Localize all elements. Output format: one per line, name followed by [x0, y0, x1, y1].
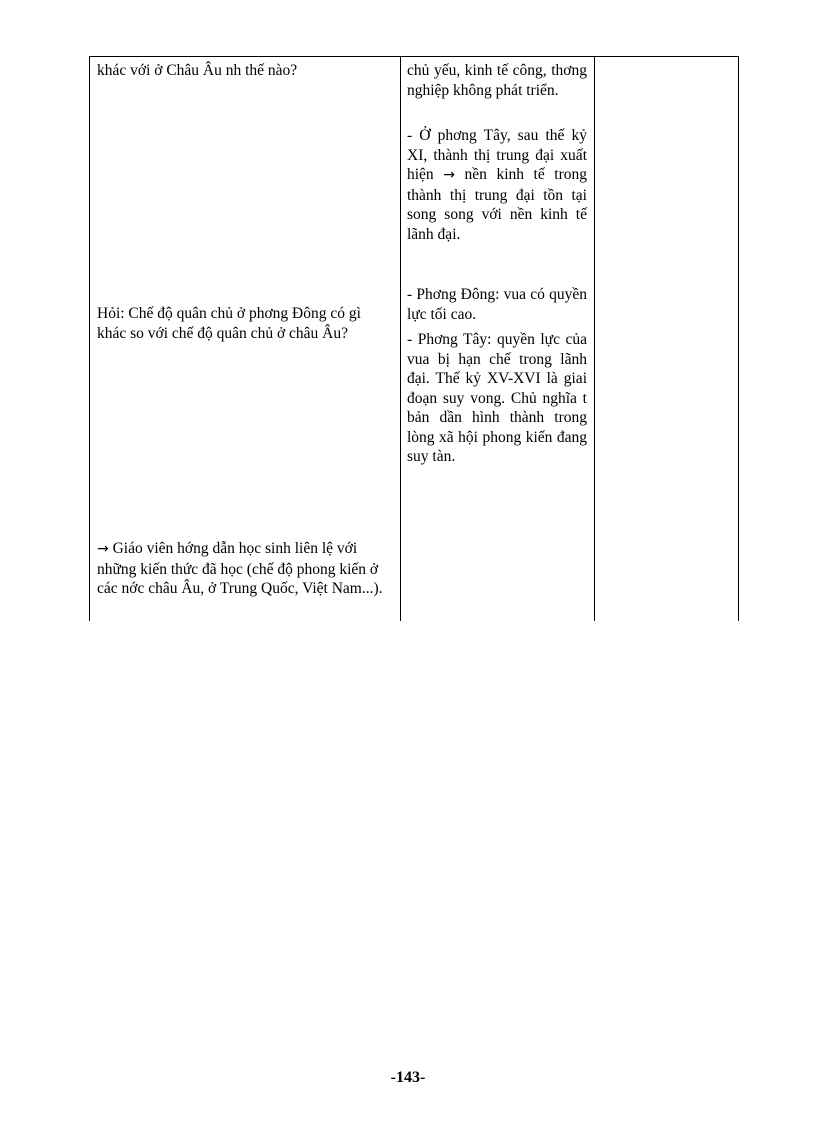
page-number: -143- — [390, 1069, 426, 1086]
arrow-icon: → — [97, 541, 109, 557]
arrow-icon: → — [443, 167, 455, 183]
left-paragraph-1: khác với ở Châu Âu nh thế nào? — [97, 62, 298, 79]
middle-paragraph-2-text: - Ở phơng Tây, sau thế kỷ XI, thành thị trung đại xuất hiện — [407, 127, 587, 183]
left-guidance-paragraph — [97, 539, 393, 599]
lesson-table — [89, 56, 739, 621]
middle-paragraph-4: - Phơng Tây: quyền lực của vua bị hạn chế trong lãnh đại. Thế kỷ XV-XVI là giai đoạn suy vong. Chủ nghĩa t bản dần hình thành trong lòng xã hội phong kiến đang suy tàn. — [407, 331, 587, 465]
teacher-activity-column — [90, 57, 401, 621]
left-guidance-text: Giáo viên hớng dẫn học sinh liên lệ với những kiến thức đã học (chế độ phong kiến ở các nớc châu Âu, ở Trung Quốc, Việt Nam...). — [97, 540, 383, 597]
middle-paragraph-1: chủ yếu, kinh tế công, thơng nghiệp không phát triển. — [407, 62, 587, 99]
middle-paragraph-2 — [407, 126, 587, 244]
middle-paragraph-3: - Phơng Đông: vua có quyền lực tối cao. — [407, 286, 587, 323]
middle-paragraph-2-rest: nền kinh tế trong thành thị trung đại tồn tại song song với nền kinh tế lãnh đại. — [407, 166, 587, 243]
notes-column — [595, 57, 738, 621]
left-question-paragraph: Hỏi: Chế độ quân chủ ở phơng Đông có gì khác so với chế độ quân chủ ở châu Âu? — [97, 305, 361, 342]
content-column — [401, 57, 595, 621]
